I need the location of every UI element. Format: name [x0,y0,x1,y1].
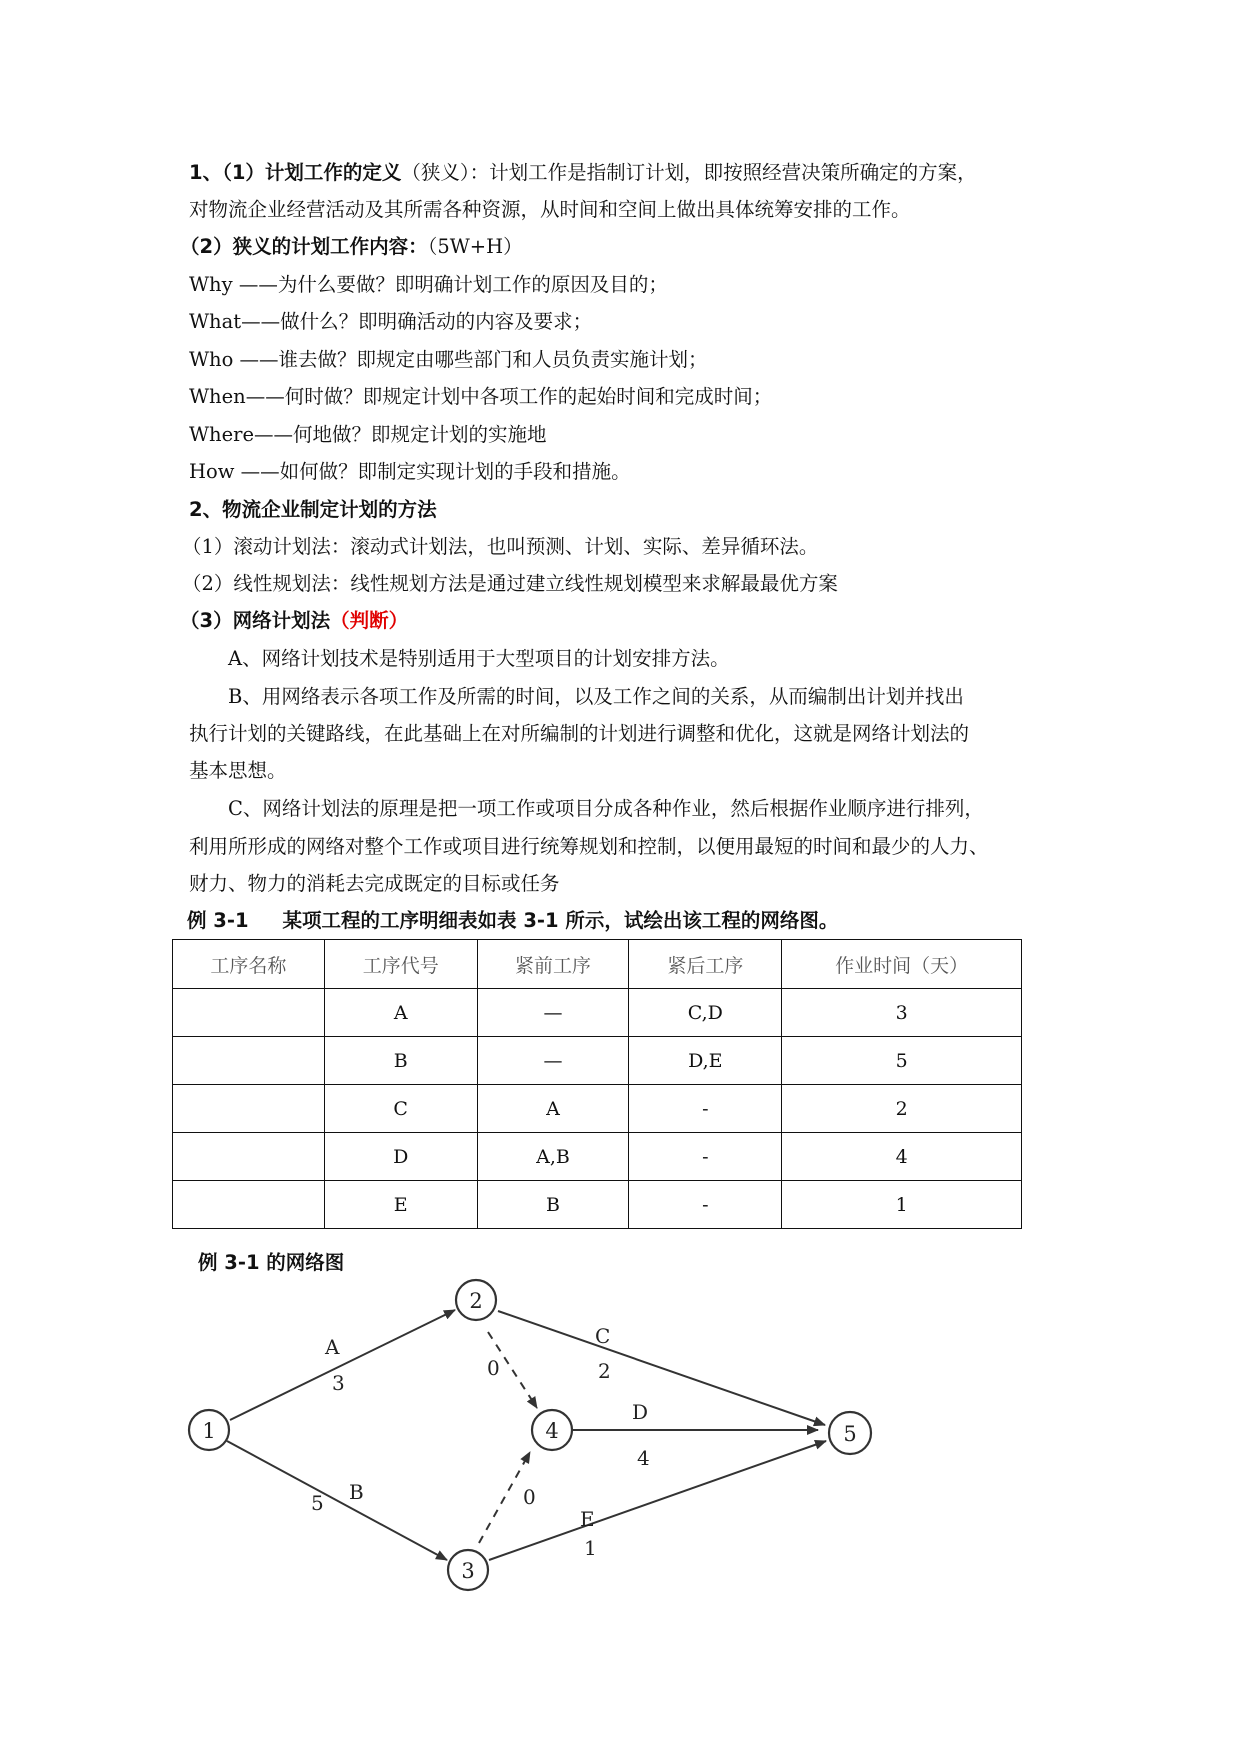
para-b-line1: B、用网络表示各项工作及所需的时间，以及工作之间的关系，从而编制出计划并找出 [228,685,964,708]
table-cell: C,D [629,989,782,1037]
edge-d-value: 4 [637,1446,650,1470]
network-diagram [0,1270,1241,1630]
method-network-heading: （3）网络计划法 [180,609,331,632]
table-cell [173,1181,325,1229]
table-cell: 4 [782,1133,1022,1181]
sec1-text: （狭义）：计划工作是指制订计划，即按照经营决策所确定的方案， [401,161,977,184]
node-2 [456,1280,496,1320]
table-cell: B [324,1037,477,1085]
table-row [173,1181,1022,1229]
example-caption-label: 例 3-1 [187,909,249,932]
edge-a-arrow [230,1310,455,1420]
para-b-line3: 基本思想。 [189,759,287,782]
edge-a-label: A [325,1335,340,1359]
table-cell: E [324,1181,477,1229]
edge-d-label: D [632,1400,649,1424]
para-c-line2: 利用所形成的网络对整个工作或项目进行统筹规划和控制，以便用最短的时间和最少的人力、 [189,835,989,858]
process-table [172,939,1022,1229]
item-where: Where——何地做？即规定计划的实施地 [189,423,547,446]
example-caption-text: 某项工程的工序明细表如表 3-1 所示，试绘出该工程的网络图。 [282,909,839,932]
table-cell: B [477,1181,629,1229]
dummy-2-4-value: 0 [487,1356,500,1380]
edge-c-arrow [498,1311,825,1425]
table-header-cell: 作业时间（天） [782,940,1022,989]
sec1-sub2-heading: （2）狭义的计划工作内容： [180,235,428,258]
svg-text:4: 4 [545,1419,559,1443]
item-how: How ——如何做？即制定实现计划的手段和措施。 [189,460,631,483]
edge-e-value: 1 [584,1536,597,1560]
table-row [173,1085,1022,1133]
table-header-cell: 工序代号 [324,940,477,989]
judgement-tag: （判断） [330,609,409,632]
table-cell [173,1133,325,1181]
example-caption [187,907,838,935]
para-a: A、网络计划技术是特别适用于大型项目的计划安排方法。 [228,647,730,670]
node-5 [829,1412,871,1454]
dummy-3-4-value: 0 [523,1485,536,1509]
table-header-row [173,940,1022,989]
edge-a-value: 3 [332,1371,345,1395]
edge-c-value: 2 [598,1359,611,1383]
method-rolling: （1）滚动计划法：滚动式计划法，也叫预测、计划、实际、差异循环法。 [182,535,819,558]
edge-c-label: C [595,1324,611,1348]
para-c-line3: 财力、物力的消耗去完成既定的目标或任务 [189,872,560,895]
table-cell: 2 [782,1085,1022,1133]
sec1-line2: 对物流企业经营活动及其所需各种资源，从时间和空间上做出具体统筹安排的工作。 [189,198,911,221]
table-cell: 1 [782,1181,1022,1229]
svg-text:3: 3 [461,1559,475,1583]
item-what: What——做什么？即明确活动的内容及要求； [189,310,593,333]
table-cell: A,B [477,1133,629,1181]
table-cell: D [324,1133,477,1181]
sec1-sub2-note: （5W+H） [427,235,523,258]
table-cell: — [477,989,629,1037]
sec1-heading: （1）计划工作的定义 [222,161,402,184]
table-cell [173,1085,325,1133]
item-who: Who ——谁去做？即规定由哪些部门和人员负责实施计划； [189,348,708,371]
edge-e-arrow [489,1441,826,1560]
item-when: When——何时做？即规定计划中各项工作的起始时间和完成时间； [189,385,773,408]
table-cell: A [477,1085,629,1133]
edge-e-label: E [580,1507,595,1531]
svg-text:1: 1 [202,1419,216,1443]
table-cell: - [629,1085,782,1133]
table-cell: - [629,1133,782,1181]
edge-b-value: 5 [311,1491,324,1515]
edge-b-label: B [349,1480,364,1504]
table-cell [173,989,325,1037]
edge-b-arrow [227,1441,447,1560]
sec1-line1 [189,159,977,187]
method-network [180,607,408,635]
node-3 [448,1550,488,1590]
svg-text:2: 2 [469,1289,483,1313]
item-why: Why ——为什么要做？即明确计划工作的原因及目的； [189,273,668,296]
table-cell [173,1037,325,1085]
node-1 [189,1410,229,1450]
svg-text:5: 5 [843,1422,857,1446]
table-cell: A [324,989,477,1037]
table-cell: — [477,1037,629,1085]
table-header-cell: 紧前工序 [477,940,629,989]
table-cell: D,E [629,1037,782,1085]
table-cell: 5 [782,1037,1022,1085]
table-cell: - [629,1181,782,1229]
table-header-cell: 工序名称 [173,940,325,989]
sec1-number: 1、 [189,161,223,184]
table-cell: 3 [782,989,1022,1037]
table-row [173,989,1022,1037]
diagram-title: 例 3-1 的网络图 [198,1251,345,1274]
method-linear: （2）线性规划法：线性规划方法是通过建立线性规划模型来求解最最优方案 [182,572,838,595]
table-cell: C [324,1085,477,1133]
sec1-sub2 [180,233,523,261]
table-row [173,1037,1022,1085]
table-row [173,1133,1022,1181]
sec2-heading: 2、物流企业制定计划的方法 [189,498,437,521]
para-b-line2: 执行计划的关键路线，在此基础上在对所编制的计划进行调整和优化，这就是网络计划法的 [189,722,970,745]
node-4 [532,1410,572,1450]
table-header-cell: 紧后工序 [629,940,782,989]
para-c-line1: C、网络计划法的原理是把一项工作或项目分成各种作业，然后根据作业顺序进行排列， [228,797,984,820]
